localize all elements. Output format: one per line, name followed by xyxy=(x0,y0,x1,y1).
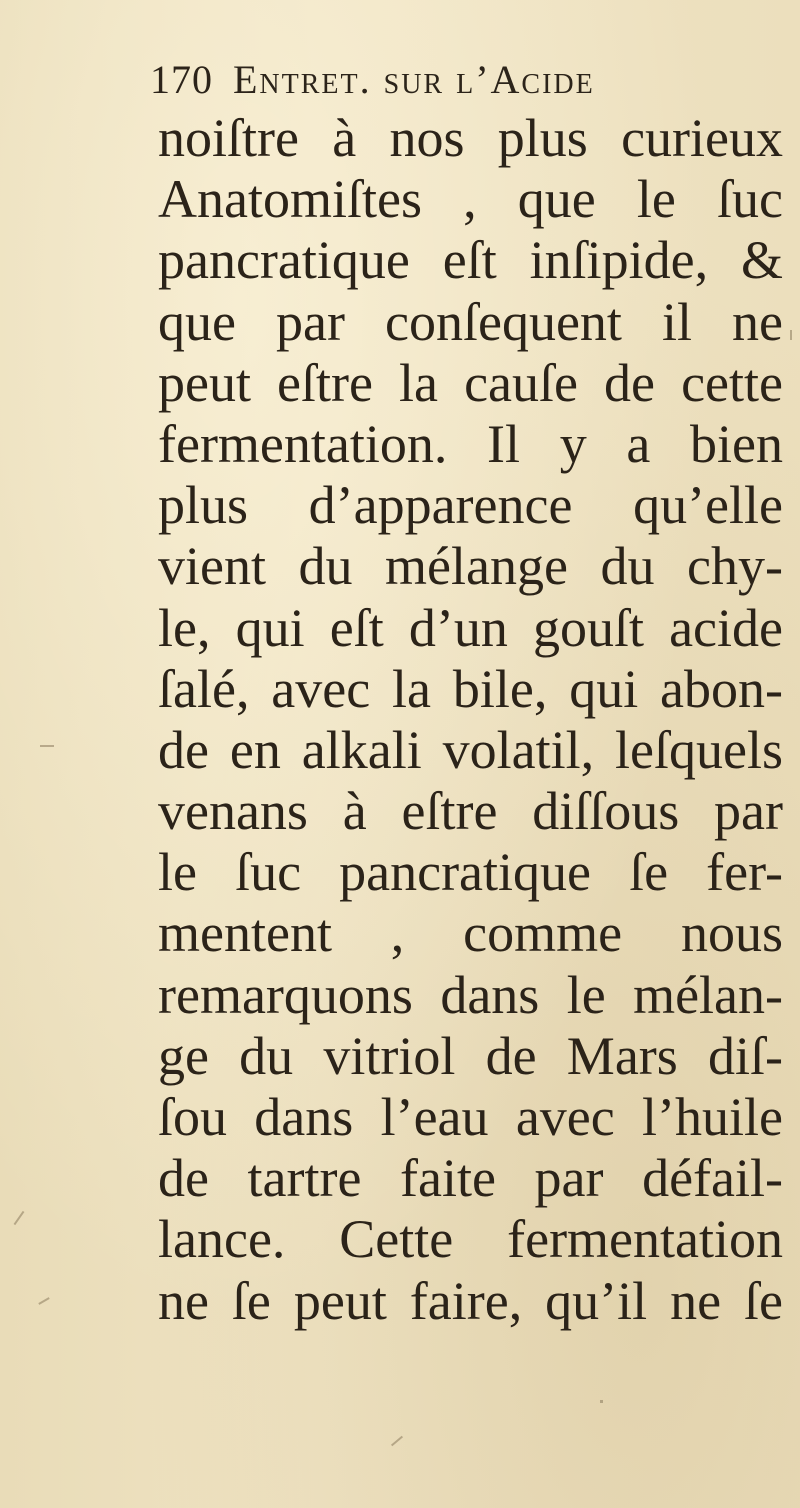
paper-speck xyxy=(790,330,792,340)
text-line: le, qui eſt d’un gouſt acide xyxy=(158,597,783,658)
paper-speck xyxy=(14,1211,25,1225)
paper-speck xyxy=(40,745,54,747)
text-line: ge du vitriol de Mars diſ- xyxy=(158,1025,783,1086)
text-line: remarquons dans le mélan- xyxy=(158,964,783,1025)
text-line: mentent , comme nous xyxy=(158,903,783,964)
paper-speck xyxy=(38,1297,49,1305)
page-number: 170 xyxy=(150,57,213,102)
paper-speck xyxy=(600,1400,603,1403)
text-line: ſou dans l’eau avec l’huile xyxy=(158,1087,783,1147)
text-line: ſalé, avec la bile, qui abon- xyxy=(158,658,783,719)
body-text xyxy=(158,108,783,1332)
text-line: de en alkali volatil, leſquels xyxy=(158,719,783,780)
running-head xyxy=(150,58,595,102)
running-title: Entret. sur l’Acide xyxy=(233,57,595,102)
text-line: Anatomiſtes , que le ſuc xyxy=(158,169,783,230)
text-line: peut eſtre la cauſe de cette xyxy=(158,352,783,413)
text-line: noiſtre à nos plus curieux xyxy=(158,108,783,168)
text-line: de tartre faite par défail- xyxy=(158,1148,783,1209)
text-line: que par conſequent il ne xyxy=(158,291,783,352)
text-line: lance. Cette fermentation xyxy=(158,1209,783,1270)
text-line: pancratique eſt inſipide, & xyxy=(158,230,783,291)
text-line: plus d’apparence qu’elle xyxy=(158,475,783,536)
text-line: le ſuc pancratique ſe fer- xyxy=(158,842,783,903)
text-line: fermentation. Il y a bien xyxy=(158,413,783,474)
text-line: ne ſe peut faire, qu’il ne ſe xyxy=(158,1270,783,1331)
text-line: vient du mélange du chy- xyxy=(158,536,783,597)
text-line: venans à eſtre diſſous par xyxy=(158,781,783,842)
paper-speck xyxy=(391,1436,403,1447)
